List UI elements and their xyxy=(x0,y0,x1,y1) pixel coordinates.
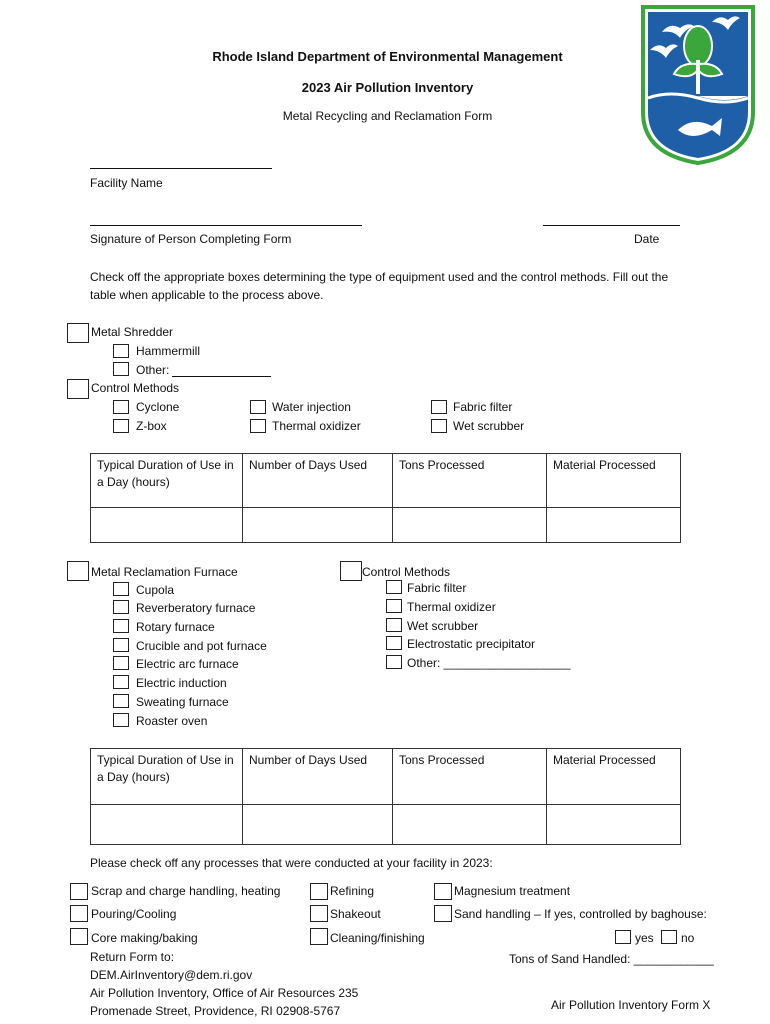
sand-tons-field[interactable]: Tons of Sand Handled: ____________ xyxy=(509,952,714,966)
signature-label: Signature of Person Completing Form xyxy=(90,232,292,246)
shredder-other-label: Other: xyxy=(136,363,170,377)
electric-arc-checkbox[interactable] xyxy=(113,656,129,670)
agency-title: Rhode Island Department of Environmental Management xyxy=(212,49,563,64)
signature-field[interactable] xyxy=(90,225,362,226)
pouring-label: Pouring/Cooling xyxy=(91,907,177,921)
roaster-label: Roaster oven xyxy=(136,714,208,728)
furnace-other-label: Other: ___________________ xyxy=(407,656,571,670)
metal-shredder-label: Metal Shredder xyxy=(91,325,174,339)
core-making-label: Core making/baking xyxy=(91,931,198,945)
fabric-filter-label: Fabric filter xyxy=(453,400,513,414)
reverberatory-label: Reverberatory furnace xyxy=(136,601,256,615)
scrap-handling-label: Scrap and charge handling, heating xyxy=(91,884,281,898)
cyclone-label: Cyclone xyxy=(136,400,180,414)
cleaning-checkbox[interactable] xyxy=(310,928,328,945)
electrostatic-checkbox[interactable] xyxy=(386,636,402,650)
header-tons: Tons Processed xyxy=(393,454,547,508)
shredder-other-checkbox[interactable] xyxy=(113,362,129,376)
shakeout-checkbox[interactable] xyxy=(310,905,328,922)
facility-name-label: Facility Name xyxy=(90,176,163,190)
electrostatic-label: Electrostatic precipitator xyxy=(407,637,536,651)
metal-shredder-checkbox[interactable] xyxy=(67,323,89,343)
rotary-checkbox[interactable] xyxy=(113,619,129,633)
wet-scrubber-checkbox[interactable] xyxy=(431,419,447,433)
sand-handling-checkbox[interactable] xyxy=(434,905,452,922)
refining-checkbox[interactable] xyxy=(310,883,328,900)
magnesium-label: Magnesium treatment xyxy=(454,884,571,898)
furnace-thermal-oxidizer-label: Thermal oxidizer xyxy=(407,600,496,614)
thermal-oxidizer-label: Thermal oxidizer xyxy=(272,419,361,433)
zbox-checkbox[interactable] xyxy=(113,419,129,433)
furnace-wet-scrubber-label: Wet scrubber xyxy=(407,619,479,633)
roaster-checkbox[interactable] xyxy=(113,713,129,727)
date-label: Date xyxy=(634,232,660,246)
crucible-label: Crucible and pot furnace xyxy=(136,639,267,653)
processes-prompt: Please check off any processes that were conducted at your facility in 2023: xyxy=(90,856,493,870)
input-duration[interactable] xyxy=(91,508,243,543)
header-duration: Typical Duration of Use in a Day (hours) xyxy=(91,454,243,508)
shredder-control-label: Control Methods xyxy=(91,381,180,395)
sweating-label: Sweating furnace xyxy=(136,695,229,709)
no-checkbox[interactable] xyxy=(661,930,677,944)
header-tons: Tons Processed xyxy=(393,749,547,805)
furnace-checkbox[interactable] xyxy=(67,561,89,581)
electric-arc-label: Electric arc furnace xyxy=(136,657,239,671)
refining-label: Refining xyxy=(330,884,375,898)
input-material[interactable] xyxy=(547,508,681,543)
input-material[interactable] xyxy=(547,805,681,845)
furnace-control-label: Control Methods xyxy=(362,565,451,579)
furnace-label: Metal Reclamation Furnace xyxy=(91,565,238,579)
header-days: Number of Days Used xyxy=(243,454,393,508)
cyclone-checkbox[interactable] xyxy=(113,400,129,414)
furnace-other-checkbox[interactable] xyxy=(386,655,402,669)
input-tons[interactable] xyxy=(393,508,547,543)
water-injection-label: Water injection xyxy=(272,400,351,414)
furnace-control-checkbox[interactable] xyxy=(340,561,362,581)
rotary-label: Rotary furnace xyxy=(136,620,215,634)
pouring-checkbox[interactable] xyxy=(70,905,88,922)
form-title: Metal Recycling and Reclamation Form xyxy=(282,109,493,123)
electric-induction-checkbox[interactable] xyxy=(113,675,129,689)
date-field[interactable] xyxy=(543,225,680,226)
input-tons[interactable] xyxy=(393,805,547,845)
electric-induction-label: Electric induction xyxy=(136,676,227,690)
sand-handling-label: Sand handling – If yes, controlled by baghouse: xyxy=(454,907,707,921)
yes-label: yes xyxy=(635,931,654,945)
furnace-wet-scrubber-checkbox[interactable] xyxy=(386,618,402,632)
header-material: Material Processed xyxy=(547,749,681,805)
furnace-fabric-filter-checkbox[interactable] xyxy=(386,580,402,594)
zbox-label: Z-box xyxy=(136,419,167,433)
cupola-checkbox[interactable] xyxy=(113,582,129,596)
furnace-table xyxy=(90,748,681,845)
yes-checkbox[interactable] xyxy=(615,930,631,944)
thermal-oxidizer-checkbox[interactable] xyxy=(250,419,266,433)
cleaning-label: Cleaning/finishing xyxy=(330,931,425,945)
return-heading: Return Form to: xyxy=(90,950,175,964)
return-address-line1: Air Pollution Inventory, Office of Air Resources 235 xyxy=(90,986,359,1000)
header-duration: Typical Duration of Use in a Day (hours) xyxy=(91,749,243,805)
scrap-handling-checkbox[interactable] xyxy=(70,883,88,900)
hammermill-label: Hammermill xyxy=(136,344,200,358)
cupola-label: Cupola xyxy=(136,583,175,597)
header-material: Material Processed xyxy=(547,454,681,508)
reverberatory-checkbox[interactable] xyxy=(113,600,129,614)
instructions-text: Check off the appropriate boxes determining the type of equipment used and the control methods. Fill out the table when applicable to the process above. xyxy=(90,270,669,302)
water-injection-checkbox[interactable] xyxy=(250,400,266,414)
fabric-filter-checkbox[interactable] xyxy=(431,400,447,414)
hammermill-checkbox[interactable] xyxy=(113,344,129,358)
wet-scrubber-label: Wet scrubber xyxy=(453,419,525,433)
sweating-checkbox[interactable] xyxy=(113,694,129,708)
form-name: Air Pollution Inventory Form X xyxy=(551,998,711,1012)
facility-name-field[interactable] xyxy=(90,168,272,169)
input-duration[interactable] xyxy=(91,805,243,845)
core-making-checkbox[interactable] xyxy=(70,928,88,945)
shredder-other-field[interactable] xyxy=(172,376,271,377)
magnesium-checkbox[interactable] xyxy=(434,883,452,900)
input-days[interactable] xyxy=(243,805,393,845)
shredder-table xyxy=(90,453,681,543)
furnace-fabric-filter-label: Fabric filter xyxy=(407,581,467,595)
header-days: Number of Days Used xyxy=(243,749,393,805)
inventory-title: 2023 Air Pollution Inventory xyxy=(301,80,474,95)
no-label: no xyxy=(681,931,695,945)
return-address-line2: Promenade Street, Providence, RI 02908-5767 xyxy=(90,1004,341,1018)
crucible-checkbox[interactable] xyxy=(113,638,129,652)
shredder-control-checkbox[interactable] xyxy=(67,379,89,399)
furnace-thermal-oxidizer-checkbox[interactable] xyxy=(386,599,402,613)
input-days[interactable] xyxy=(243,508,393,543)
return-email: DEM.AirInventory@dem.ri.gov xyxy=(90,968,253,982)
shakeout-label: Shakeout xyxy=(330,907,381,921)
